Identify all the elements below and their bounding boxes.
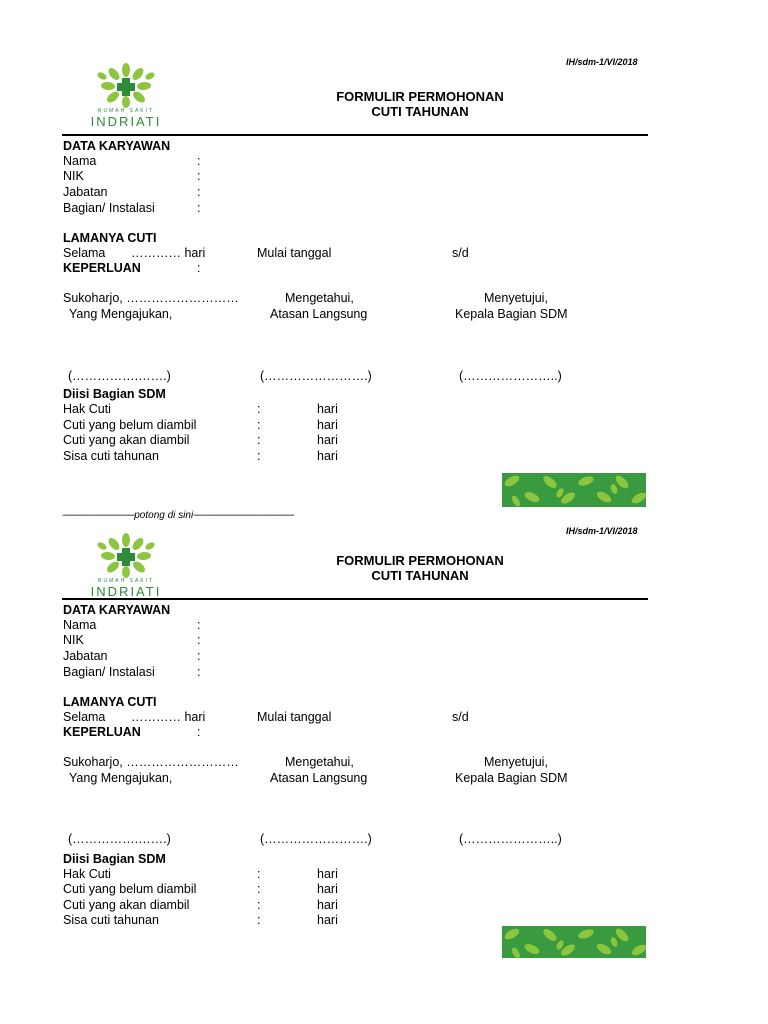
keperluan-label: KEPERLUAN	[63, 261, 141, 275]
menyetujui-label: Menyetujui,	[484, 291, 548, 305]
sdm-row-unit: hari	[317, 867, 338, 881]
atasan-label: Atasan Langsung	[270, 307, 368, 321]
section-lamanya-cuti: LAMANYA CUTI	[63, 695, 157, 709]
place-date: Sukoharjo, ………………………	[63, 291, 239, 305]
sdm-row-colon: :	[257, 449, 261, 463]
header-rule	[62, 598, 648, 600]
cut-label: potong di sini	[134, 510, 194, 521]
signature-blank: (…………….…….)	[68, 369, 171, 383]
leaf-cross-icon	[80, 532, 172, 578]
selama-days: ………… hari	[131, 710, 206, 724]
header-rule	[62, 134, 648, 136]
sdm-row-colon: :	[257, 402, 261, 416]
sdm-row-colon: :	[257, 867, 261, 881]
keperluan-colon: :	[197, 725, 201, 739]
field-label: Nama	[63, 618, 97, 632]
signature-blank: (…………….…….)	[68, 832, 171, 846]
hospital-logo	[80, 62, 172, 132]
leave-form-2	[0, 464, 768, 927]
signature-blank: (…………………….)	[260, 832, 372, 846]
sdm-row-label: Hak Cuti	[63, 867, 111, 881]
sdm-row-colon: :	[257, 898, 261, 912]
cut-dashes-left: -------------------------------	[62, 510, 135, 521]
kepala-label: Kepala Bagian SDM	[455, 307, 568, 321]
field-colon: :	[197, 154, 201, 168]
field-label: Nama	[63, 154, 97, 168]
place-date: Sukoharjo, ………………………	[63, 755, 239, 769]
field-colon: :	[197, 665, 201, 679]
leaf-pattern-icon	[502, 926, 646, 958]
field-colon: :	[197, 649, 201, 663]
sdm-row-unit: hari	[317, 449, 338, 463]
signature-blank: (…………………..)	[459, 369, 562, 383]
selama-label: Selama	[63, 246, 106, 260]
field-colon: :	[197, 633, 201, 647]
field-label: NIK	[63, 169, 84, 183]
sdm-row-label: Cuti yang belum diambil	[63, 418, 197, 432]
mulai-tanggal-label: Mulai tanggal	[257, 710, 332, 724]
leaf-cross-icon	[80, 62, 172, 108]
section-diisi-sdm: Diisi Bagian SDM	[63, 387, 166, 401]
atasan-label: Atasan Langsung	[270, 771, 368, 785]
sdm-row-label: Cuti yang akan diambil	[63, 898, 190, 912]
form-code: IH/sdm-1/VI/2018	[566, 526, 638, 536]
kepala-label: Kepala Bagian SDM	[455, 771, 568, 785]
section-data-karyawan: DATA KARYAWAN	[63, 603, 171, 617]
section-data-karyawan: DATA KARYAWAN	[63, 139, 171, 153]
title-line-1: FORMULIR PERMOHONAN	[336, 553, 504, 568]
form-title	[290, 553, 550, 583]
sdm-row-unit: hari	[317, 418, 338, 432]
sdm-row-unit: hari	[317, 882, 338, 896]
form-code: IH/sdm-1/VI/2018	[566, 57, 638, 67]
field-label: Jabatan	[63, 185, 108, 199]
sdm-row-unit: hari	[317, 913, 338, 927]
sampai-dengan-label: s/d	[452, 710, 469, 724]
section-lamanya-cuti: LAMANYA CUTI	[63, 231, 157, 245]
title-line-2: CUTI TAHUNAN	[371, 568, 469, 583]
sdm-row-colon: :	[257, 433, 261, 447]
sdm-row-label: Sisa cuti tahunan	[63, 913, 159, 927]
leaf-pattern-band	[502, 926, 646, 958]
title-line-2: CUTI TAHUNAN	[371, 104, 469, 119]
sdm-row-unit: hari	[317, 898, 338, 912]
field-colon: :	[197, 201, 201, 215]
mulai-tanggal-label: Mulai tanggal	[257, 246, 332, 260]
sdm-row-label: Sisa cuti tahunan	[63, 449, 159, 463]
logo-name: INDRIATI	[90, 584, 162, 599]
cut-dashes-right: -------------------------------------------	[193, 510, 294, 521]
sdm-row-label: Cuti yang akan diambil	[63, 433, 190, 447]
sdm-row-label: Hak Cuti	[63, 402, 111, 416]
sdm-row-colon: :	[257, 913, 261, 927]
selama-label: Selama	[63, 710, 106, 724]
field-label: NIK	[63, 633, 84, 647]
logo-name: INDRIATI	[90, 114, 162, 129]
sampai-dengan-label: s/d	[452, 246, 469, 260]
field-colon: :	[197, 169, 201, 183]
keperluan-label: KEPERLUAN	[63, 725, 141, 739]
sdm-row-label: Cuti yang belum diambil	[63, 882, 197, 896]
title-line-1: FORMULIR PERMOHONAN	[336, 89, 504, 104]
sdm-row-colon: :	[257, 882, 261, 896]
selama-days: ………… hari	[131, 246, 206, 260]
sdm-row-colon: :	[257, 418, 261, 432]
sdm-row-unit: hari	[317, 402, 338, 416]
sdm-row-unit: hari	[317, 433, 338, 447]
keperluan-colon: :	[197, 261, 201, 275]
field-label: Bagian/ Instalasi	[63, 665, 155, 679]
hospital-logo	[80, 532, 172, 602]
menyetujui-label: Menyetujui,	[484, 755, 548, 769]
field-colon: :	[197, 618, 201, 632]
logo-subtitle: RUMAH SAKIT	[97, 578, 155, 584]
form-title	[290, 89, 550, 119]
section-diisi-sdm: Diisi Bagian SDM	[63, 852, 166, 866]
pengaju-label: Yang Mengajukan,	[69, 307, 173, 321]
logo-subtitle: RUMAH SAKIT	[97, 108, 155, 114]
field-label: Jabatan	[63, 649, 108, 663]
pengaju-label: Yang Mengajukan,	[69, 771, 173, 785]
field-label: Bagian/ Instalasi	[63, 201, 155, 215]
mengetahui-label: Mengetahui,	[285, 291, 354, 305]
signature-blank: (…………………..)	[459, 832, 562, 846]
mengetahui-label: Mengetahui,	[285, 755, 354, 769]
signature-blank: (…………………….)	[260, 369, 372, 383]
leave-form-1	[0, 0, 768, 463]
field-colon: :	[197, 185, 201, 199]
